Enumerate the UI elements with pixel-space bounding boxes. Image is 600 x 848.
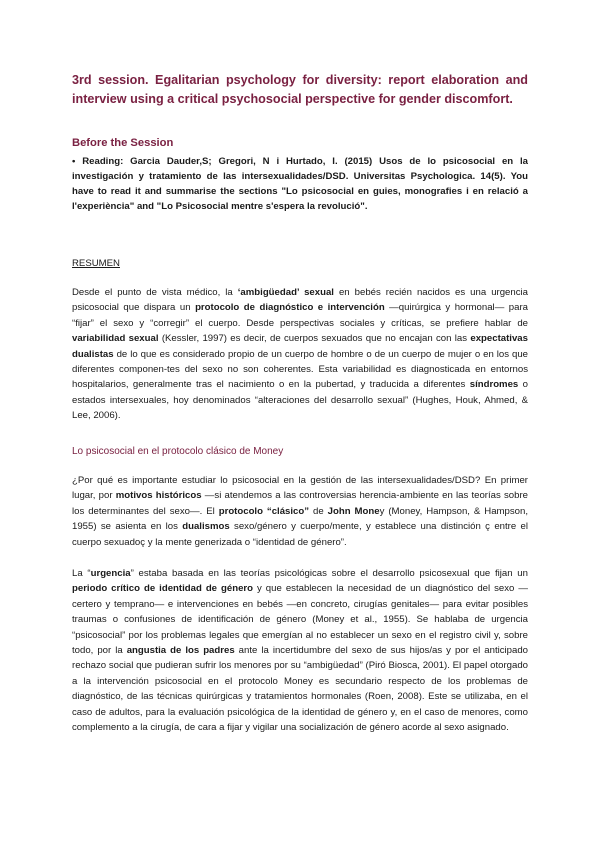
bold-term: John Mone bbox=[327, 505, 380, 517]
bold-term: urgencia bbox=[90, 568, 131, 579]
bold-term: periodo crítico de identidad de género bbox=[72, 583, 253, 595]
before-session-heading: Before the Session bbox=[72, 137, 174, 149]
session-title: 3rd session. Egalitarian psychology for diversity: report elaboration and interview using a critical psychosocial perspective for gender discomfort. bbox=[72, 73, 528, 106]
bold-term: ‘ambigüedad’ sexual bbox=[237, 287, 334, 298]
text-run: ante la incertidumbre del sexo de sus hijos/as y por el anticipado rechazo social que pudieran sufrir los menores por su “ambigüedad” (Piró Biosca, 2001). El papel otorgado a la intervención psicosocial en el protocolo Money es secundario respecto de los problemas de diagnóstico, de las técnicas quirúrgicas y tratamientos hormonales (Roen, 2008). Este se utilizaba, en el caso de adultos, para la evaluación psicológica de la identidad de género y, en el caso de menores, como complemento a la cirugía, de cara a fijar y vigilar una socialización de género acorde al sexo asignado. bbox=[72, 645, 529, 734]
text-run: —si atendemos a las controversias herencia-ambiente en las teorías sobre los determinantes del sexo—. El bbox=[72, 490, 528, 517]
bold-term: dualismos bbox=[182, 521, 230, 533]
text-run: de bbox=[309, 505, 328, 517]
paragraph-why-psychosocial bbox=[72, 473, 528, 550]
reading-assignment: • Reading: Garcia Dauder,S; Gregori, N i Hurtado, I. (2015) Usos de lo psicosocial en la investigación y tratamiento de las intersexualidades/DSD. Universitas Psychologica. 14(5). You have to read it and summarise the sections "Lo psicosocial en guies, monografies i en relació a l'experiència" and "Lo Psicosocial mentre s'espera la revolució". bbox=[72, 156, 528, 212]
money-section-heading: Lo psicosocial en el protocolo clásico de Money bbox=[72, 446, 284, 457]
text-run: sexo/género y cuerpo/mente, y establece una distinción ç entre el cuerpo sexuadoç y la mente generizada o “identidad de género”. bbox=[72, 521, 528, 548]
text-run: Desde el punto de vista médico, la bbox=[72, 287, 238, 298]
paragraph-urgency bbox=[72, 566, 528, 735]
resumen-heading: RESUMEN bbox=[72, 258, 120, 269]
text-run: (Kessler, 1997) es decir, de cuerpos sexuados que no encajan con las bbox=[158, 333, 471, 345]
text-run: —quirúrgica y hormonal— para “fijar” el sexo y “corregir” el cuerpo. Desde perspectivas sociales y críticas, se prefiere hablar de bbox=[72, 302, 528, 329]
text-run: en bebés recién nacidos es una urgencia psicosocial que dispara un bbox=[72, 287, 528, 314]
text-run: o estados intersexuales, hoy denominados “alteraciones del desarrollo sexual” (Hughes, Houk, Ahmed, & Lee, 2006). bbox=[72, 379, 528, 422]
text-run: de lo que es considerado propio de un cuerpo de hombre o de un cuerpo de mujer o en los que diferentes componen-tes del sexo no son coherentes. Esta variabilidad es diagnosticada en entornos hospitalarios, generalmente tras el nacimiento o en la pubertad, y traducida a diferentes bbox=[72, 348, 528, 391]
bold-term: protocolo “clásico” bbox=[218, 505, 310, 517]
bold-term: motivos históricos bbox=[115, 490, 202, 502]
text-run: ¿Por qué es importante estudiar lo psicosocial en la gestión de las intersexualidades/DSD? En primer lugar, por bbox=[72, 475, 528, 502]
text-run: y que establecen la necesidad de un diagnóstico del sexo —certero y temprano— e intervenciones en bebés —en concreto, cirugías genitales— para evitar posibles traumas o confusiones de identificación de género (Money et al., 1955). Se hablaba de urgencia “psicosocial” por los problemas legales que emergían al no establecer un sexo en el registro civil y, sobre todo, por la bbox=[72, 583, 528, 657]
bold-term: angustia de los padres bbox=[126, 645, 235, 657]
bold-term: expectativas dualistas bbox=[72, 333, 528, 360]
paragraph-intro bbox=[72, 285, 528, 424]
bold-term: protocolo de diagnóstico e intervención bbox=[195, 302, 385, 314]
text-run: y (Money, Hampson, & Hampson, 1955) se asienta en los bbox=[72, 505, 529, 533]
text-run: La “ bbox=[72, 568, 91, 579]
bold-term: variabilidad sexual bbox=[72, 333, 159, 345]
text-run: ” estaba basada en las teorías psicológicas sobre el desarrollo psicosexual que fijan un bbox=[130, 568, 528, 579]
bold-term: síndromes bbox=[469, 379, 519, 391]
